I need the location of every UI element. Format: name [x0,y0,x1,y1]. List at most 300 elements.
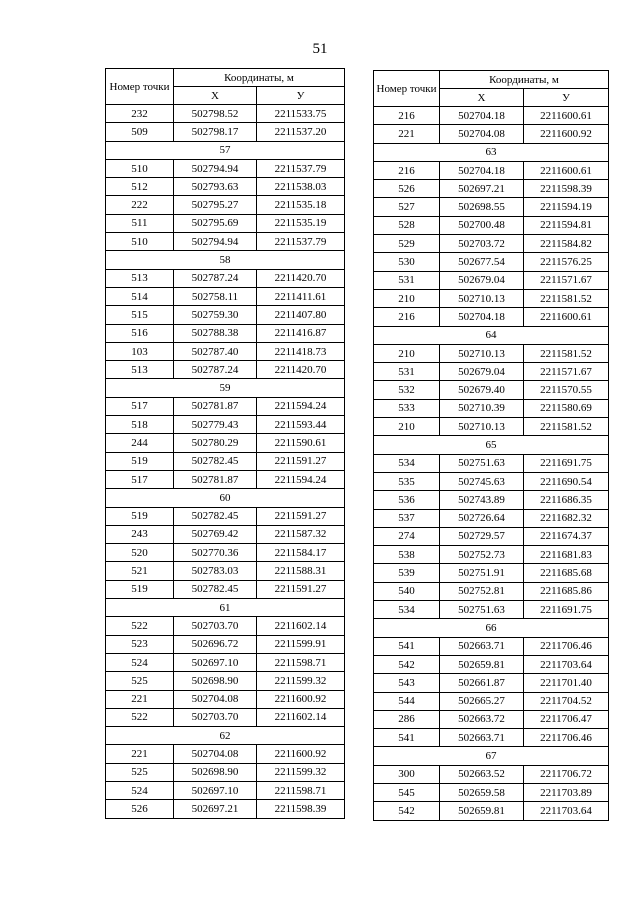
point-number-cell: 545 [374,783,440,801]
point-number-cell: 510 [106,159,174,177]
x-coordinate-cell: 502752.73 [440,546,524,564]
table-row [374,344,609,362]
y-coordinate-cell: 2211590.61 [257,434,345,452]
y-coordinate-cell: 2211538.03 [257,178,345,196]
x-coordinate-cell: 502710.39 [440,399,524,417]
x-coordinate-cell: 502710.13 [440,418,524,436]
y-coordinate-cell: 2211686.35 [524,491,609,509]
point-number-cell: 286 [374,710,440,728]
group-row [374,143,609,161]
group-label: 58 [106,251,345,269]
x-coordinate-cell: 502710.13 [440,289,524,307]
y-coordinate-cell: 2211535.18 [257,196,345,214]
point-number-cell: 513 [106,269,174,287]
point-number-cell: 518 [106,416,174,434]
point-number-cell: 519 [106,507,174,525]
y-coordinate-cell: 2211571.67 [524,363,609,381]
table-row [106,617,345,635]
table-row [106,635,345,653]
table-row [106,397,345,415]
x-coordinate-cell: 502758.11 [174,287,257,305]
point-number-cell: 522 [106,708,174,726]
table-row [106,416,345,434]
y-coordinate-cell: 2211591.27 [257,452,345,470]
x-coordinate-cell: 502788.38 [174,324,257,342]
table-row [374,601,609,619]
coordinates-table-left [105,68,345,819]
coordinates-table-right [373,70,609,821]
x-coordinate-cell: 502751.63 [440,601,524,619]
table-row [374,527,609,545]
group-label: 65 [374,436,609,454]
point-number-cell: 538 [374,546,440,564]
point-number-cell: 527 [374,198,440,216]
x-coordinate-cell: 502759.30 [174,306,257,324]
y-coordinate-cell: 2211420.70 [257,269,345,287]
point-number-cell: 521 [106,562,174,580]
x-coordinate-cell: 502704.18 [440,107,524,125]
table-row [106,342,345,360]
table-row [374,546,609,564]
table-row [374,308,609,326]
point-number-cell: 526 [374,180,440,198]
table-row [106,580,345,598]
group-label: 67 [374,747,609,765]
y-coordinate-cell: 2211581.52 [524,344,609,362]
y-coordinate-cell: 2211418.73 [257,342,345,360]
table-row [106,123,345,141]
group-label: 64 [374,326,609,344]
y-coordinate-cell: 2211701.40 [524,674,609,692]
x-coordinate-cell: 502703.72 [440,235,524,253]
x-coordinate-cell: 502696.72 [174,635,257,653]
y-coordinate-cell: 2211584.82 [524,235,609,253]
table-row [374,253,609,271]
point-number-cell: 534 [374,601,440,619]
group-row [106,489,345,507]
group-label: 61 [106,599,345,617]
y-coordinate-cell: 2211703.89 [524,783,609,801]
x-coordinate-cell: 502780.29 [174,434,257,452]
y-coordinate-cell: 2211598.71 [257,653,345,671]
y-coordinate-cell: 2211685.86 [524,582,609,600]
table-row [374,216,609,234]
table-row [106,287,345,305]
table-row [374,399,609,417]
y-coordinate-cell: 2211681.83 [524,546,609,564]
table-row [374,363,609,381]
point-number-cell: 529 [374,235,440,253]
table-row [106,672,345,690]
x-coordinate-cell: 502677.54 [440,253,524,271]
x-coordinate-cell: 502787.24 [174,269,257,287]
y-coordinate-cell: 2211594.24 [257,397,345,415]
group-label: 66 [374,619,609,637]
table-row [374,161,609,179]
table-row [374,710,609,728]
y-coordinate-cell: 2211598.71 [257,781,345,799]
table-row [374,802,609,820]
table-row [374,783,609,801]
x-coordinate-cell: 502751.63 [440,454,524,472]
x-coordinate-cell: 502745.63 [440,472,524,490]
table-row [374,582,609,600]
table-body [106,105,345,819]
y-coordinate-cell: 2211600.61 [524,308,609,326]
point-number-cell: 536 [374,491,440,509]
table-row [374,655,609,673]
table-row [106,434,345,452]
x-coordinate-cell: 502703.70 [174,617,257,635]
y-coordinate-cell: 2211537.79 [257,233,345,251]
point-number-cell: 528 [374,216,440,234]
y-coordinate-cell: 2211704.52 [524,692,609,710]
table-row [106,800,345,818]
x-coordinate-cell: 502795.69 [174,214,257,232]
y-coordinate-cell: 2211600.61 [524,107,609,125]
y-header: У [524,89,609,107]
coordinates-header: Координаты, м [174,69,345,87]
x-coordinate-cell: 502679.04 [440,363,524,381]
table-row [106,178,345,196]
x-coordinate-cell: 502787.40 [174,342,257,360]
point-number-cell: 210 [374,418,440,436]
x-coordinate-cell: 502697.10 [174,781,257,799]
x-coordinate-cell: 502679.04 [440,271,524,289]
x-coordinate-cell: 502665.27 [440,692,524,710]
y-coordinate-cell: 2211533.75 [257,105,345,123]
x-coordinate-cell: 502751.91 [440,564,524,582]
table-row [374,180,609,198]
point-number-cell: 519 [106,580,174,598]
y-coordinate-cell: 2211584.17 [257,544,345,562]
x-coordinate-cell: 502704.08 [440,125,524,143]
x-coordinate-cell: 502663.72 [440,710,524,728]
y-coordinate-cell: 2211598.39 [257,800,345,818]
x-coordinate-cell: 502659.81 [440,655,524,673]
point-number-cell: 522 [106,617,174,635]
x-header: X [440,89,524,107]
y-coordinate-cell: 2211581.52 [524,418,609,436]
point-number-cell: 540 [374,582,440,600]
table-row [106,452,345,470]
point-number-cell: 531 [374,363,440,381]
y-coordinate-cell: 2211600.92 [257,745,345,763]
y-coordinate-cell: 2211420.70 [257,361,345,379]
group-label: 63 [374,143,609,161]
x-coordinate-cell: 502663.52 [440,765,524,783]
y-coordinate-cell: 2211602.14 [257,617,345,635]
point-number-cell: 520 [106,544,174,562]
x-coordinate-cell: 502704.18 [440,308,524,326]
x-coordinate-cell: 502659.81 [440,802,524,820]
y-coordinate-cell: 2211537.20 [257,123,345,141]
x-coordinate-cell: 502794.94 [174,159,257,177]
x-coordinate-cell: 502661.87 [440,674,524,692]
x-coordinate-cell: 502697.10 [174,653,257,671]
point-number-cell: 300 [374,765,440,783]
table-row [374,418,609,436]
table-row [374,107,609,125]
table-row [106,214,345,232]
point-number-cell: 533 [374,399,440,417]
x-coordinate-cell: 502726.64 [440,509,524,527]
x-coordinate-cell: 502700.48 [440,216,524,234]
x-coordinate-cell: 502679.40 [440,381,524,399]
point-number-cell: 532 [374,381,440,399]
table-row [106,507,345,525]
y-coordinate-cell: 2211537.79 [257,159,345,177]
point-number-cell: 210 [374,344,440,362]
point-number-header: Номер точки [374,71,440,107]
y-coordinate-cell: 2211599.32 [257,672,345,690]
table-row [374,564,609,582]
table-row [374,729,609,747]
x-coordinate-cell: 502697.21 [440,180,524,198]
y-coordinate-cell: 2211591.27 [257,580,345,598]
group-label: 57 [106,141,345,159]
point-number-cell: 543 [374,674,440,692]
point-number-cell: 542 [374,655,440,673]
y-coordinate-cell: 2211594.19 [524,198,609,216]
y-coordinate-cell: 2211600.92 [257,690,345,708]
table-row [374,692,609,710]
x-coordinate-cell: 502710.13 [440,344,524,362]
table-row [106,544,345,562]
x-coordinate-cell: 502770.36 [174,544,257,562]
table-row [374,289,609,307]
table-row [374,674,609,692]
y-coordinate-cell: 2211703.64 [524,802,609,820]
x-coordinate-cell: 502783.03 [174,562,257,580]
group-row [374,436,609,454]
x-coordinate-cell: 502729.57 [440,527,524,545]
x-coordinate-cell: 502782.45 [174,507,257,525]
point-number-cell: 216 [374,161,440,179]
point-number-header: Номер точки [106,69,174,105]
y-coordinate-cell: 2211411.61 [257,287,345,305]
group-row [106,599,345,617]
point-number-cell: 221 [106,690,174,708]
y-coordinate-cell: 2211706.46 [524,637,609,655]
table-row [106,708,345,726]
table-row [106,763,345,781]
point-number-cell: 524 [106,653,174,671]
point-number-cell: 523 [106,635,174,653]
y-coordinate-cell: 2211598.39 [524,180,609,198]
table-row [374,454,609,472]
point-number-cell: 517 [106,397,174,415]
table-row [106,324,345,342]
x-coordinate-cell: 502663.71 [440,637,524,655]
point-number-cell: 516 [106,324,174,342]
y-coordinate-cell: 2211600.92 [524,125,609,143]
group-label: 59 [106,379,345,397]
x-coordinate-cell: 502782.45 [174,580,257,598]
y-coordinate-cell: 2211599.32 [257,763,345,781]
x-coordinate-cell: 502798.17 [174,123,257,141]
group-label: 60 [106,489,345,507]
point-number-cell: 515 [106,306,174,324]
y-coordinate-cell: 2211691.75 [524,454,609,472]
y-coordinate-cell: 2211685.68 [524,564,609,582]
point-number-cell: 509 [106,123,174,141]
point-number-cell: 210 [374,289,440,307]
y-coordinate-cell: 2211706.72 [524,765,609,783]
page-number: 51 [312,41,328,57]
y-coordinate-cell: 2211591.27 [257,507,345,525]
point-number-cell: 513 [106,361,174,379]
table-row [374,381,609,399]
x-coordinate-cell: 502703.70 [174,708,257,726]
table-row [374,509,609,527]
point-number-cell: 103 [106,342,174,360]
point-number-cell: 539 [374,564,440,582]
table-row [374,472,609,490]
group-row [106,379,345,397]
x-coordinate-cell: 502782.45 [174,452,257,470]
x-coordinate-cell: 502704.08 [174,690,257,708]
table-row [106,269,345,287]
y-coordinate-cell: 2211602.14 [257,708,345,726]
point-number-cell: 531 [374,271,440,289]
point-number-cell: 524 [106,781,174,799]
table-row [106,470,345,488]
table-row [106,196,345,214]
point-number-cell: 221 [374,125,440,143]
x-coordinate-cell: 502798.52 [174,105,257,123]
group-row [106,251,345,269]
table-row [374,637,609,655]
y-coordinate-cell: 2211581.52 [524,289,609,307]
group-row [106,141,345,159]
point-number-cell: 216 [374,107,440,125]
table-row [374,491,609,509]
x-coordinate-cell: 502704.18 [440,161,524,179]
y-coordinate-cell: 2211599.91 [257,635,345,653]
y-coordinate-cell: 2211703.64 [524,655,609,673]
point-number-cell: 244 [106,434,174,452]
point-number-cell: 541 [374,637,440,655]
x-coordinate-cell: 502781.87 [174,397,257,415]
table-row [106,361,345,379]
x-coordinate-cell: 502794.94 [174,233,257,251]
y-coordinate-cell: 2211674.37 [524,527,609,545]
y-coordinate-cell: 2211571.67 [524,271,609,289]
table-row [106,105,345,123]
x-coordinate-cell: 502698.55 [440,198,524,216]
table-row [106,690,345,708]
point-number-cell: 243 [106,525,174,543]
point-number-cell: 537 [374,509,440,527]
point-number-cell: 514 [106,287,174,305]
table-row [106,653,345,671]
y-coordinate-cell: 2211691.75 [524,601,609,619]
point-number-cell: 517 [106,470,174,488]
group-row [374,747,609,765]
group-row [374,326,609,344]
table-row [106,781,345,799]
y-coordinate-cell: 2211706.46 [524,729,609,747]
point-number-cell: 544 [374,692,440,710]
y-coordinate-cell: 2211594.24 [257,470,345,488]
x-coordinate-cell: 502752.81 [440,582,524,600]
y-coordinate-cell: 2211682.32 [524,509,609,527]
point-number-cell: 541 [374,729,440,747]
table-row [106,745,345,763]
x-coordinate-cell: 502704.08 [174,745,257,763]
y-coordinate-cell: 2211587.32 [257,525,345,543]
x-coordinate-cell: 502698.90 [174,672,257,690]
point-number-cell: 274 [374,527,440,545]
point-number-cell: 511 [106,214,174,232]
table-row [106,562,345,580]
point-number-cell: 530 [374,253,440,271]
point-number-cell: 216 [374,308,440,326]
point-number-cell: 535 [374,472,440,490]
x-coordinate-cell: 502787.24 [174,361,257,379]
y-coordinate-cell: 2211594.81 [524,216,609,234]
coordinates-header: Координаты, м [440,71,609,89]
table-row [106,525,345,543]
point-number-cell: 534 [374,454,440,472]
table-row [374,765,609,783]
x-coordinate-cell: 502697.21 [174,800,257,818]
group-row [374,619,609,637]
point-number-cell: 542 [374,802,440,820]
group-row [106,727,345,745]
y-coordinate-cell: 2211416.87 [257,324,345,342]
x-coordinate-cell: 502795.27 [174,196,257,214]
x-coordinate-cell: 502779.43 [174,416,257,434]
y-coordinate-cell: 2211593.44 [257,416,345,434]
table-row [374,125,609,143]
x-coordinate-cell: 502663.71 [440,729,524,747]
y-coordinate-cell: 2211588.31 [257,562,345,580]
x-coordinate-cell: 502743.89 [440,491,524,509]
point-number-cell: 525 [106,672,174,690]
point-number-cell: 222 [106,196,174,214]
y-coordinate-cell: 2211580.69 [524,399,609,417]
group-label: 62 [106,727,345,745]
x-coordinate-cell: 502659.58 [440,783,524,801]
table-body [374,107,609,821]
table-row [374,235,609,253]
x-coordinate-cell: 502769.42 [174,525,257,543]
x-coordinate-cell: 502793.63 [174,178,257,196]
point-number-cell: 510 [106,233,174,251]
table-row [374,198,609,216]
point-number-cell: 232 [106,105,174,123]
y-coordinate-cell: 2211407.80 [257,306,345,324]
table-row [106,306,345,324]
table-row [374,271,609,289]
x-coordinate-cell: 502698.90 [174,763,257,781]
y-coordinate-cell: 2211600.61 [524,161,609,179]
y-header: У [257,87,345,105]
table-row [106,233,345,251]
y-coordinate-cell: 2211690.54 [524,472,609,490]
y-coordinate-cell: 2211576.25 [524,253,609,271]
y-coordinate-cell: 2211535.19 [257,214,345,232]
y-coordinate-cell: 2211706.47 [524,710,609,728]
x-coordinate-cell: 502781.87 [174,470,257,488]
point-number-cell: 512 [106,178,174,196]
point-number-cell: 525 [106,763,174,781]
table-row [106,159,345,177]
point-number-cell: 221 [106,745,174,763]
point-number-cell: 526 [106,800,174,818]
